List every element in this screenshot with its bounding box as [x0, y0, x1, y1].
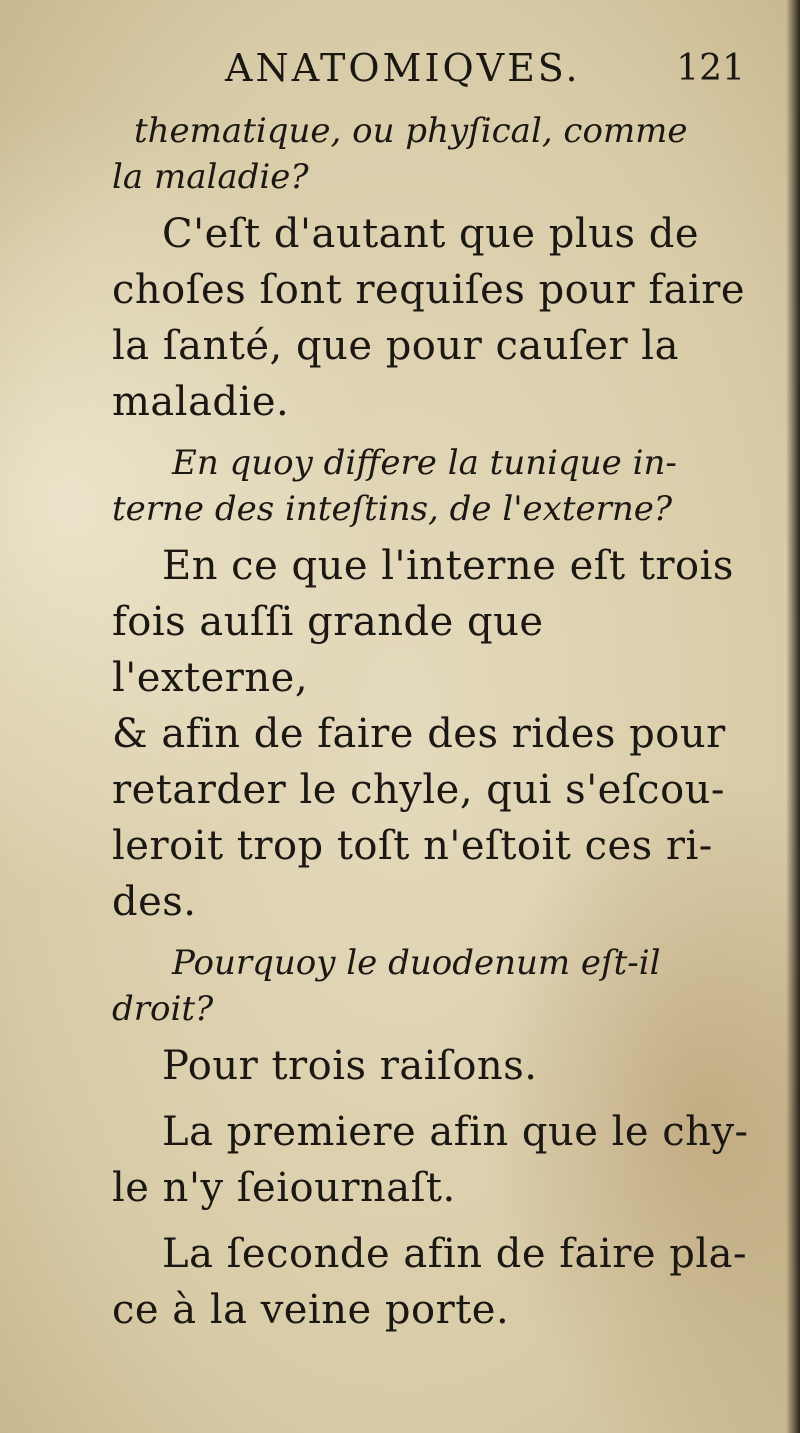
question-paragraph — [112, 108, 752, 200]
text-line: la ſanté, que pour cauſer la — [112, 323, 679, 369]
question-paragraph — [112, 940, 752, 1032]
text-line: la maladie? — [112, 157, 309, 197]
body-text — [112, 108, 752, 1348]
text-line: En ce que l'interne eſt trois — [162, 543, 734, 589]
text-line: La premiere afin que le chy- — [162, 1109, 749, 1155]
text-line: La ſeconde afin de faire pla- — [162, 1231, 747, 1277]
text-line: En quoy differe la tunique in- — [172, 443, 677, 483]
text-line: C'eſt d'autant que plus de — [162, 211, 699, 257]
text-line: terne des inteſtins, de l'externe? — [112, 489, 673, 529]
text-line: fois auſſi grande que l'externe, — [112, 599, 544, 701]
text-line: retarder le chyle, qui s'eſcou- — [112, 767, 725, 813]
page-number: 121 — [676, 48, 745, 89]
answer-paragraph — [112, 1226, 752, 1338]
text-line: Pour trois raiſons. — [162, 1043, 538, 1089]
running-head: ANATOMIQVES. — [225, 46, 581, 90]
page-edge-shadow — [786, 0, 800, 1433]
text-line: des. — [112, 879, 197, 925]
text-line: Pourquoy le duodenum eſt-il — [172, 943, 661, 983]
text-line: droit? — [112, 989, 214, 1029]
text-line: thematique, ou phyſical, comme — [134, 111, 688, 151]
answer-paragraph — [112, 206, 752, 430]
text-line: ce à la veine porte. — [112, 1287, 510, 1333]
answer-paragraph — [112, 538, 752, 930]
text-line: maladie. — [112, 379, 290, 425]
text-line: & afin de faire des rides pour — [112, 711, 726, 757]
page-header — [225, 46, 745, 106]
text-line: leroit trop toſt n'eſtoit ces ri- — [112, 823, 713, 869]
answer-paragraph — [112, 1038, 752, 1094]
text-line: choſes ſont requiſes pour faire — [112, 267, 746, 313]
question-paragraph — [112, 440, 752, 532]
text-line: le n'y ſeiournaſt. — [112, 1165, 456, 1211]
answer-paragraph — [112, 1104, 752, 1216]
